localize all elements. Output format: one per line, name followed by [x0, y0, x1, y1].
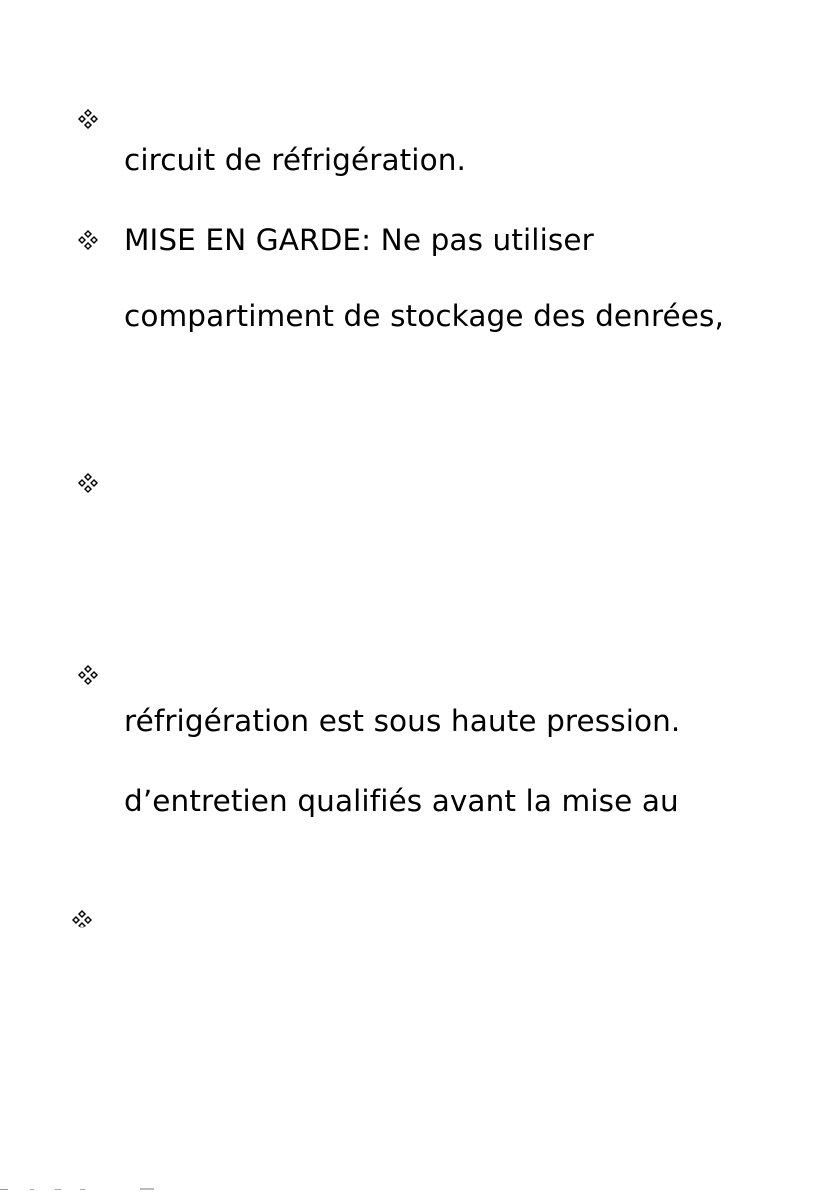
diamond-bullet-icon [77, 472, 99, 494]
diamond-bullet-icon [77, 664, 99, 686]
text-line: réfrigération est sous haute pression. [124, 704, 681, 738]
diamond-bullet-icon [77, 229, 99, 251]
text-line: d’entretien qualifiés avant la mise au [124, 784, 679, 818]
text-line: MISE EN GARDE: Ne pas utiliser [124, 223, 594, 257]
scan-artifact [0, 1182, 200, 1192]
text-line: circuit de réfrigération. [124, 143, 467, 177]
text-line: compartiment de stockage des denrées, [124, 299, 724, 333]
diamond-bullet-icon [77, 108, 99, 130]
diamond-bullet-icon [71, 909, 93, 931]
